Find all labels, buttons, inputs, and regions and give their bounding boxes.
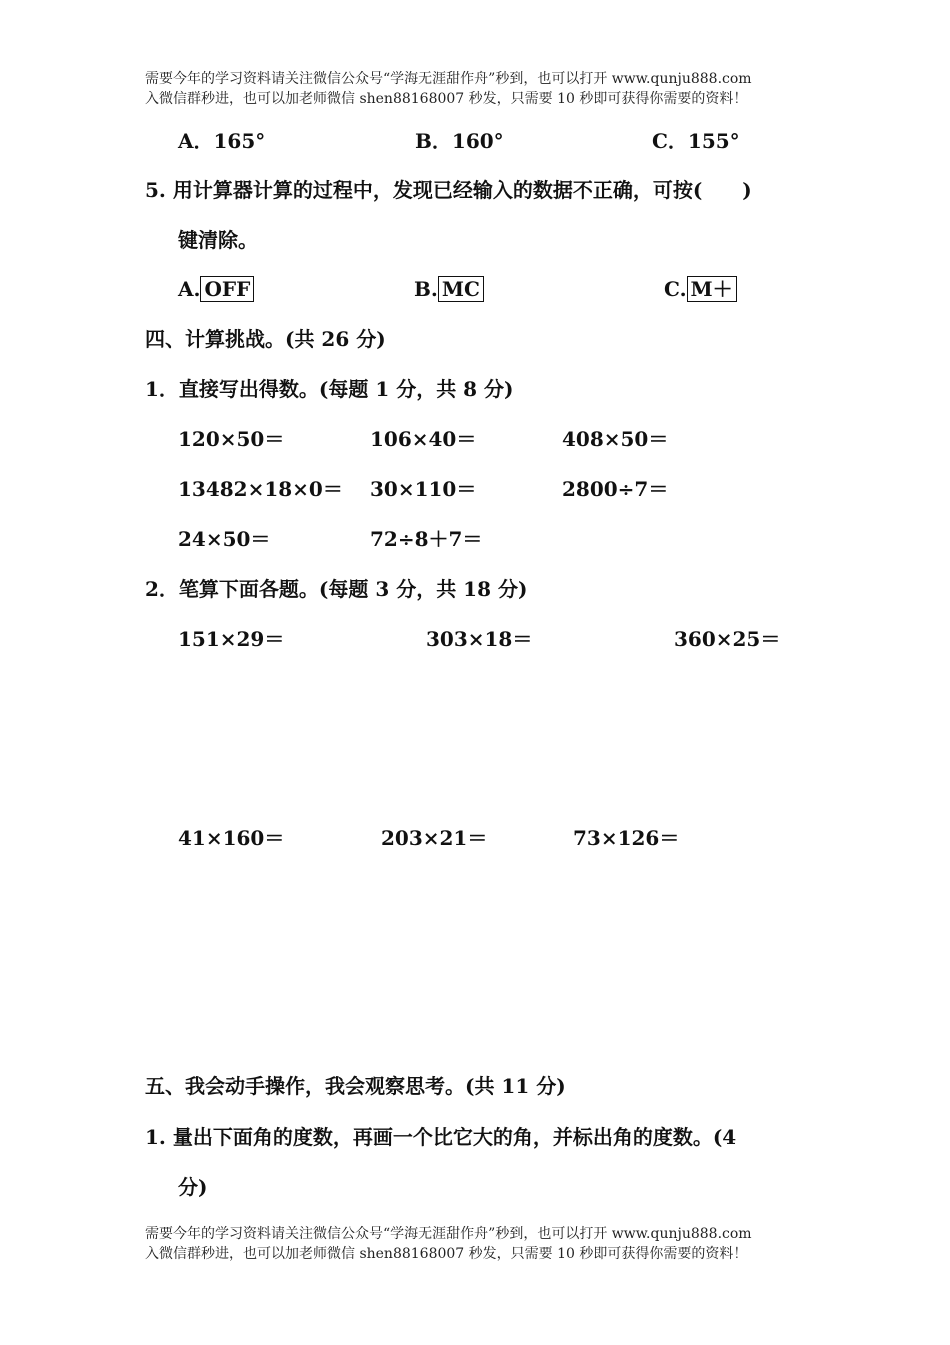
q5-question: 5. 用计算器计算的过程中，发现已经输入的数据不正确，可按( ) [145, 178, 752, 202]
written-calc-item: 303×18＝ [426, 627, 533, 651]
header-note-line1: 需要今年的学习资料请关注微信公众号“学海无涯甜作舟”秒到，也可以打开 www.qunju888.com [145, 71, 752, 87]
q5-option-a-letter: A. [178, 277, 201, 301]
oral-calc-item: 72÷8＋7＝ [370, 527, 483, 551]
q5-option-c [664, 276, 737, 302]
written-calc-item: 73×126＝ [573, 826, 680, 850]
oral-calc-item: 2800÷7＝ [562, 477, 669, 501]
oral-calc-item: 30×110＝ [370, 477, 477, 501]
oral-calc-item: 408×50＝ [562, 427, 669, 451]
section5-part1-line1: 1. 量出下面角的度数，再画一个比它大的角，并标出角的度数。(4 [145, 1125, 737, 1149]
q5-option-b-letter: B. [414, 277, 438, 301]
q5-question-cont: 键清除。 [178, 228, 258, 252]
footer-note-line2: 入微信群秒进，也可以加老师微信 shen88168007 秒发，只需要 10 秒即可获得你需要的资料！ [145, 1246, 748, 1262]
q4-option-a: A．165° [178, 129, 266, 153]
oral-calc-item: 120×50＝ [178, 427, 285, 451]
q4-option-c: C．155° [652, 129, 740, 153]
written-calc-item: 41×160＝ [178, 826, 285, 850]
q5-option-b [414, 276, 484, 302]
q5-option-c-letter: C. [664, 277, 687, 301]
section4-title: 四、计算挑战。(共 26 分) [145, 327, 386, 351]
q5-option-a [178, 276, 254, 302]
calculator-key-off: OFF [200, 276, 254, 302]
section5-title: 五、我会动手操作，我会观察思考。(共 11 分) [145, 1074, 566, 1098]
q4-option-b: B．160° [415, 129, 504, 153]
oral-calc-item: 106×40＝ [370, 427, 477, 451]
written-calc-item: 151×29＝ [178, 627, 285, 651]
section5-part1-line2: 分) [178, 1175, 208, 1199]
written-calc-item: 360×25＝ [674, 627, 781, 651]
section4-part1-title: 1．直接写出得数。(每题 1 分，共 8 分) [145, 377, 514, 401]
oral-calc-item: 13482×18×0＝ [178, 477, 343, 501]
written-calc-item: 203×21＝ [381, 826, 488, 850]
footer-note-line1: 需要今年的学习资料请关注微信公众号“学海无涯甜作舟”秒到，也可以打开 www.qunju888.com [145, 1226, 752, 1242]
section4-part2-title: 2．笔算下面各题。(每题 3 分，共 18 分) [145, 577, 528, 601]
header-note-line2: 入微信群秒进，也可以加老师微信 shen88168007 秒发，只需要 10 秒即可获得你需要的资料！ [145, 91, 748, 107]
calculator-key-mc: MC [438, 276, 484, 302]
calculator-key-m-plus: M＋ [687, 276, 737, 302]
oral-calc-item: 24×50＝ [178, 527, 271, 551]
